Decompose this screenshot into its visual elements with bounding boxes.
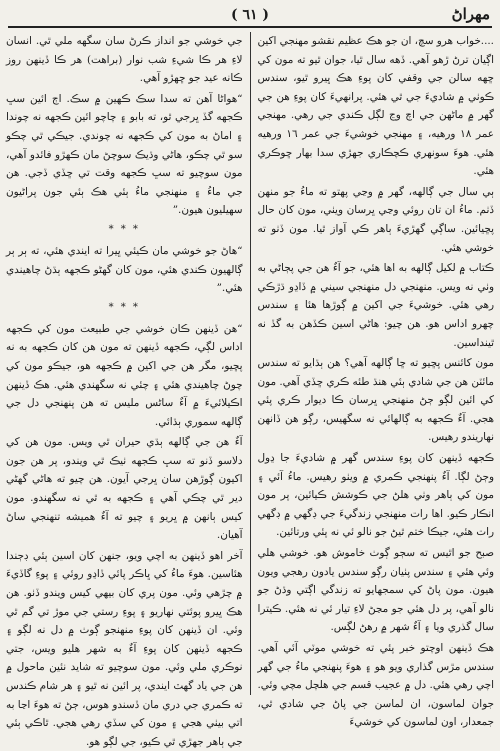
running-title: مهراڻ: [451, 5, 490, 23]
left-paragraph: “هواڻا آهن ته سدا سڪ ڪهين ۾ سڪ. اڄ ائين سڀ ڪجهه گڏ ڀرجي ٿو، ته بابو ۽ چاچو ائين ڪجهه نه چوندا ۽ اماڻ به مون کي ڪجهه نه چوندي. جيڪي ٿي چڪو سو ٿي چڪو، هاڻي وڌيڪ سوچڻ مان ڪهڙو فائدو آهي، مون سوچيو ته سڀ ڪجهه وقت تي ڇڏي ڏجي. هن جي ماءُ ۽ منهنجي ماءُ ٻئي هڪ ٻئي جون پراڻيون سهيليون هيون.”: [6, 92, 243, 217]
text-columns: [6, 32, 494, 748]
left-paragraph: آخر اهو ڏينهن به اچي ويو، جنهن کان اسين ٻئي ڊڄندا هئاسين. هوءَ ماءُ کي ڀاڪر پائي ڏاڍو روئي ۽ پوءِ گاڏيءَ ۾ چڙهي وئي. مون پري کان بيهي کيس ويندو ڏٺو. هن هڪ ڀيرو پوئتي نهاريو ۽ پوءِ رستي جي موڙ تي گم ٿي وئي. ان ڏينهن کان پوءِ منهنجو ڳوٺ ۾ دل نه لڳو ۽ ڪجهه ڏينهن کان پوءِ آءٌ به شهر هليو ويس، جتي نوڪري ملي وئي. مون سوچيو ته شايد نئين ماحول ۾ هن جي ياد گهٽ ايندي، پر ائين نه ٿيو ۽ هر شام ڪندس ته ڪمري جي دري مان ڏسندو هوس، ڄڻ ته هوءَ اڃا به اتي بيٺي هجي ۽ مون کي سڏي رهي هجي. ٿاڪي ٻئي جي ٻاهر جهڙي ٿي ڪيو، جي لڳو هو.: [6, 549, 243, 748]
page-header: [8, 4, 492, 28]
section-separator: * * *: [108, 223, 140, 235]
right-column: [253, 32, 494, 729]
left-paragraph: “هن ڏينهن ڪان خوشي جي طبيعت مون کي ڪجهه اداس لڳي، ڪجهه ڏينهن ته مون هن کان ڪجهه به نه پڇيو، مگر هن جي اکين ۾ ڪجهه هو، جيڪو مون کي چوڻ چاهيندي هئي ۽ چئي نه سگهندي هئي. هڪ ڏينهن اڪيلائيءَ ۾ آءٌ ساڻس مليس ته هن پنهنجي دل جي ڳالهه سموري ٻڌائي.: [6, 322, 243, 428]
column-divider: [250, 32, 251, 695]
right-paragraph: ڪجهه ڏينهن کان پوءِ سندس گهر ۾ شاديءَ جا ڍول وڄڻ لڳا. آءٌ پنهنجي ڪمري ۾ ويٺو رهيس. ماءُ آئي ۽ مون کي ٻاهر وٺي هلڻ جي ڪوشش ڪيائين، پر مون انڪار ڪيو. اها رات منهنجي زندگيءَ جي ڊگهي ۾ ڊگهي رات هئي، جيڪا ختم ٿيڻ جو نالو ئي نه پئي ورتائين.: [257, 452, 494, 539]
left-quote: “هاڻ جو خوشي مان ڪيئي ڀيرا ته ايندي هئي، ته ٻر ٻر ڳالهيون ڪندي هئي، مون کان گهڻو ڪجهه ٻڌڻ چاهيندي هئي.”: [6, 244, 243, 295]
section-separator: * * *: [108, 301, 140, 313]
left-paragraph: آءٌ هن جي ڳالهه ٻڌي حيران ٿي ويس. مون هن کي دلاسو ڏنو ته سڀ ڪجهه ٺيڪ ٿي ويندو، پر هن جون اکيون ڳوڙهن سان ڀرجي آيون. هن چيو ته هاڻي گهڻي دير ٿي چڪي آهي ۽ ڪجهه به ٿي نه سگهندو. مون کيس ٻانهن ۾ ڀريو ۽ چيو ته آءٌ هميشه تنهنجي ساڻ آهيان.: [6, 436, 243, 542]
right-paragraph: ٻي سال جي ڳالهه، گهر ۾ وڃي پهتو ته ماءُ جو منهن ڏٺم. ماءُ ان تان روئي وڃي ڀرسان ويٺي، مون کان حال پڇيائين. ساڳي گهڙيءَ ٻاهر ڪي آواز ٿيا. مون ڏٺو ته خوشي هئي.: [257, 185, 494, 254]
right-paragraph: مون کائنس پڇيو ته ڇا ڳالهه آهي؟ هن ٻڌايو ته سندس مائٽن هن جي شادي ٻئي هنڌ طئه ڪري ڇڏي آهي. مون کي ائين لڳو ڄڻ منهنجي ڀرسان ڪا ديوار ڪري پئي هجي. آءٌ ڪجهه به ڳالهائي نه سگهيس، رڳو هن ڏانهن نهاريندو رهيس.: [257, 357, 494, 444]
right-paragraph: ....خواب هرو سچ، ان جو هڪ عظيم نقشو مهنجي اکين اڳيان ترڻ ڙهو آهي. ڏهه سال ٿيا، جوان ٿيو ته مون کي ڇهه سالن جي وقفي کان پوءِ هڪ ڀيرو ٿيو، سندس ڪوٺي ۾ شاديءَ جي ٿي هئي. پرانهيءَ کان پوءِ هن جي گهر ۾ ماڻهن جي اچ وڃ لڳل ڪندي جي رهي. مهنجي عمر ١٨ ورهيه، ۽ مهنجي خوشيءَ جي عمر ١٦ ورهيه هئي. هوءَ سونهري ڪچڪاري جهڙي سدا بهار ڇوڪري هئي.: [257, 35, 494, 178]
page-number: ( ٦١ ): [230, 7, 270, 23]
left-paragraph: جي خوشي جو انداز ڪرڻ سان سگهه ملي ٿي. انسان لاءِ هر ڪا شيءِ شب نوار (براهت) هر ڪا ڏينهن روز ڪانه عيد جو ڇهڙو آهي.: [6, 35, 243, 85]
right-paragraph: صبح جو اٿيس ته سڄو ڳوٺ خاموش هو. خوشي هلي وئي هئي ۽ سندس پٺيان رڳو سندس يادون رهجي ويون هيون. مون پاڻ کي سمجهايو ته زندگي اڳتي وڌڻ جو نالو آهي، پر دل هئي جو مڃڻ لاءِ تيار ئي نه هئي. ڪيترا سال گذري ويا ۽ آءٌ شهر ۾ رهڻ لڳس.: [257, 547, 494, 634]
right-paragraph: هڪ ڏينهن اوچتو خبر پئي ته خوشي موٽي آئي آهي. سندس مڙس گذاري ويو هو ۽ هوءَ پنهنجي ماءُ جي گهر اچي رهي هئي. دل ۾ عجيب قسم جي هلچل مچي وئي. جوان لماسون، ان لماسن جي پاڻ جي شادي ٿي، جمعدار، اون لماسون کي خوشيءَ: [257, 642, 494, 729]
right-paragraph: ڪتاب ۾ لکيل ڳالهه به اها هئي، جو آءٌ هن جي پڄاڻي به وٺي نه ويس. منهنجي دل منهنجي سيني ۾ ڏاڍو ڌڙڪي رهي هئي. خوشيءَ جي اکين ۾ ڳوڙها هئا ۽ سندس چهرو اداس هو. هن چيو: هاڻي اسين ڪڏهن به گڏ نه ٿينداسين.: [257, 262, 494, 349]
left-column: [6, 32, 247, 748]
